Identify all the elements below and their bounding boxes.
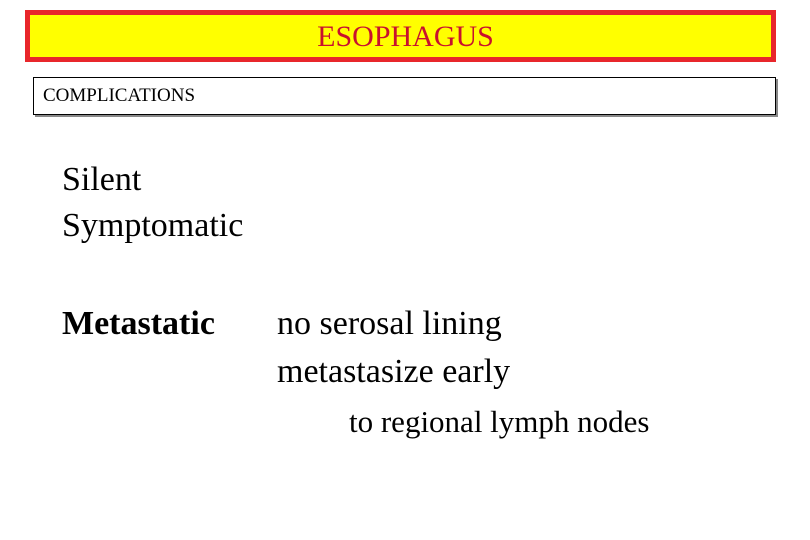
metastatic-detail-serosal: no serosal lining	[277, 305, 502, 342]
item-metastatic-term: Metastatic	[62, 305, 215, 342]
subtitle-box	[33, 77, 776, 115]
item-silent: Silent	[62, 161, 142, 198]
page-title: ESOPHAGUS	[317, 20, 494, 53]
metastatic-detail-early: metastasize early	[277, 353, 511, 390]
metastatic-detail-lymph-nodes: to regional lymph nodes	[349, 404, 650, 439]
section-heading: COMPLICATIONS	[43, 85, 196, 106]
item-symptomatic: Symptomatic	[62, 207, 244, 244]
title-banner	[25, 10, 776, 62]
